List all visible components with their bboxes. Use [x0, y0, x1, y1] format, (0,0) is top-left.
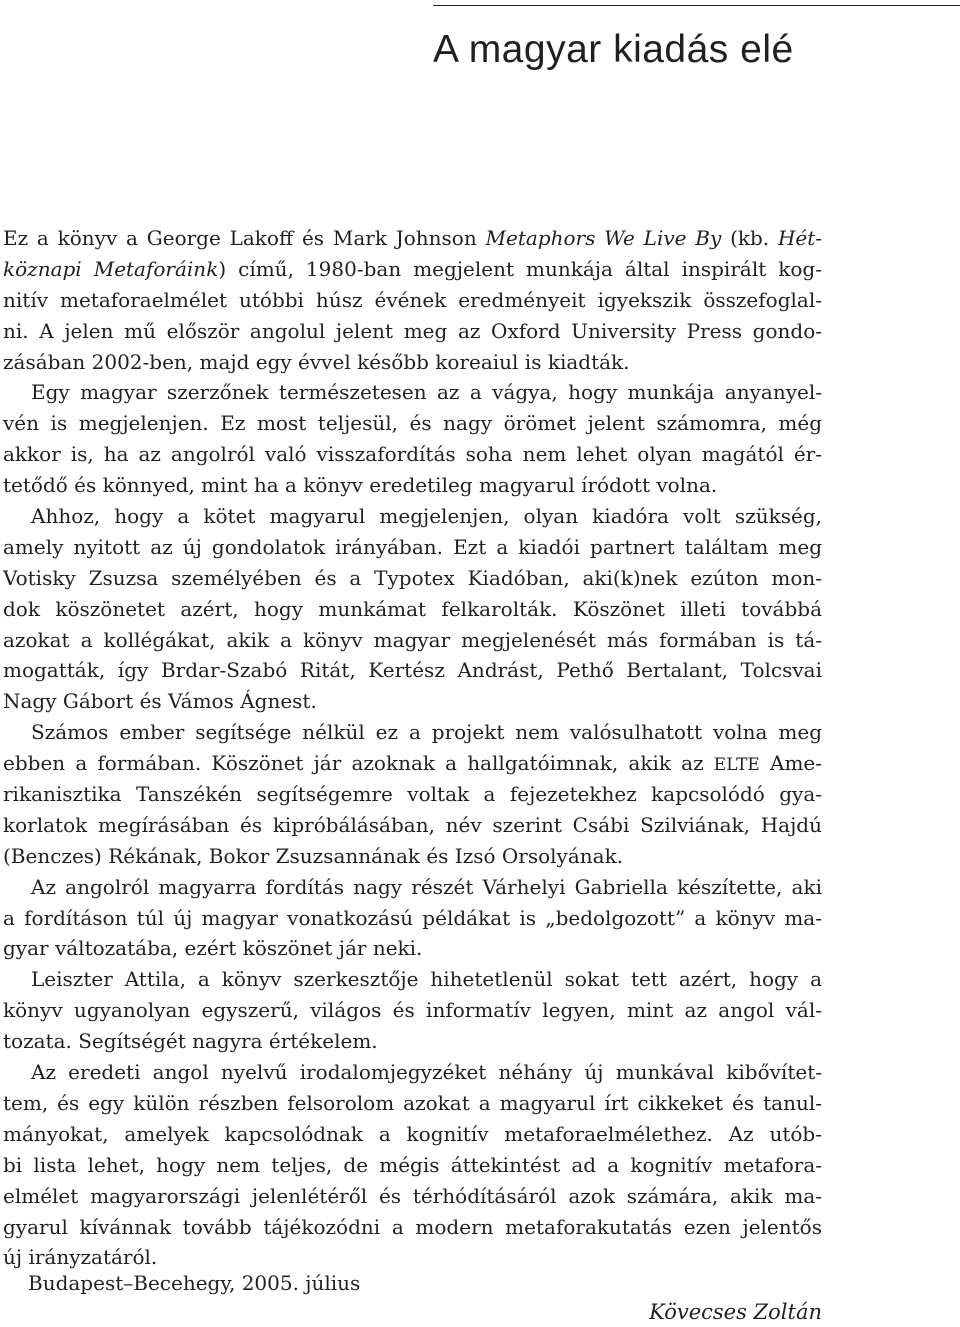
italic-title-text: köznapi Metaforáink: [3, 256, 219, 281]
paragraph: [3, 501, 822, 717]
text-line: [3, 779, 822, 810]
text-line: [3, 501, 822, 532]
text-line: [3, 1212, 822, 1243]
paragraph: [3, 717, 822, 871]
author-signature: Kövecses Zoltán: [649, 1300, 822, 1324]
text-segment: Ame-: [759, 751, 823, 776]
text-line: [3, 1150, 822, 1181]
header-rule: [433, 5, 960, 6]
text-segment: tem, és egy külön részben felsorolom azokat a magyarul írt cikkeket és tanul-: [3, 1090, 822, 1115]
text-segment: Számos ember segítsége nélkül ez a projekt nem valósulhatott volna meg: [31, 720, 822, 745]
text-segment: rikanisztika Tanszékén segítségemre voltak a fejezetekhez kapcsolódó gya-: [3, 782, 822, 807]
text-segment: korlatok megírásában és kipróbálásában, név szerint Csábi Szilviának, Hajdú: [3, 812, 822, 837]
text-segment: gyar változatába, ezért köszönet jár neki.: [3, 936, 423, 961]
text-line: [3, 872, 822, 903]
text-line: [3, 686, 822, 717]
text-segment: gyarul kívánnak tovább tájékozódni a modern metaforakutatás ezen jelentős: [3, 1214, 822, 1239]
text-line: [3, 625, 822, 656]
text-segment: (Benczes) Rékának, Bokor Zsuzsannának és Izsó Orsolyának.: [3, 843, 624, 868]
body-text: [3, 223, 822, 1273]
text-line: [3, 532, 822, 563]
text-segment: ) című, 1980-ban megjelent munkája által inspirált kog-: [218, 256, 822, 281]
text-line: [3, 933, 822, 964]
text-line: [3, 563, 822, 594]
text-line: [3, 655, 822, 686]
text-segment: vén is megjelenjen. Ez most teljesül, és nagy örömet jelent számomra, még: [3, 411, 822, 436]
page-title: A magyar kiadás elé: [433, 28, 794, 71]
italic-title-text: Metaphors We Live By: [485, 226, 722, 250]
text-segment: könyv ugyanolyan egyszerű, világos és informatív legyen, mint az angol vál-: [3, 998, 822, 1023]
text-segment: bi lista lehet, hogy nem teljes, de mégis áttekintést ad a kognitív metafora-: [3, 1152, 822, 1177]
text-segment: (kb.: [721, 226, 778, 250]
paragraph: [3, 964, 822, 1057]
text-line: [3, 1119, 822, 1150]
text-segment: ni. A jelen mű először angolul jelent meg az Oxford University Press gondo-: [3, 318, 822, 343]
text-line: [3, 903, 822, 934]
paragraph: [3, 377, 822, 501]
text-line: [3, 594, 822, 625]
paragraph: [3, 872, 822, 965]
text-segment: Votisky Zsuzsa személyében és a Typotex Kiadóban, aki(k)nek ezúton mon-: [3, 565, 822, 590]
text-line: [3, 964, 822, 995]
text-segment: amely nyitott az új gondolatok irányában. Ezt a kiadói partnert találtam meg: [3, 534, 822, 559]
text-line: [3, 316, 822, 347]
text-segment: Ahhoz, hogy a kötet magyarul megjelenjen, olyan kiadóra volt szükség,: [31, 504, 822, 529]
text-line: [3, 1026, 822, 1057]
text-segment: Az angolról magyarra fordítás nagy részét Várhelyi Gabriella készítette, aki: [31, 874, 822, 899]
text-line: [3, 285, 822, 316]
text-line: [3, 470, 822, 501]
text-segment: Leiszter Attila, a könyv szerkesztője hihetetlenül sokat tett azért, hogy a: [31, 967, 822, 992]
text-line: [3, 1181, 822, 1212]
text-segment: Nagy Gábort és Vámos Ágnest.: [3, 689, 317, 714]
text-segment: akkor is, ha az angolról való visszafordítás soha nem lehet olyan magától ér-: [3, 442, 822, 467]
text-line: [3, 717, 822, 748]
text-segment: elmélet magyarországi jelenlétéről és térhódításáról azok számára, akik ma-: [3, 1183, 822, 1208]
text-segment: Az eredeti angol nyelvű irodalomjegyzéket néhány új munkával kibővítet-: [31, 1060, 822, 1085]
text-line: [3, 1057, 822, 1088]
text-line: [3, 748, 822, 779]
text-segment: tetődő és könnyed, mint ha a könyv eredetileg magyarul íródott volna.: [3, 473, 718, 498]
text-segment: dok köszönetet azért, hogy munkámat felkarolták. Köszönet illeti továbbá: [3, 596, 822, 621]
paragraph: [3, 223, 822, 377]
acronym-text: ELTE: [713, 755, 760, 776]
text-segment: ebben a formában. Köszönet jár azoknak a hallgatóimnak, akik az: [3, 751, 714, 776]
text-line: [3, 223, 822, 254]
date-line: Budapest–Becehegy, 2005. július: [28, 1271, 361, 1295]
text-line: [3, 377, 822, 408]
text-segment: azokat a kollégákat, akik a könyv magyar megjelenését más formában is tá-: [3, 627, 822, 652]
italic-title-text: Hét-: [777, 226, 823, 250]
text-line: [3, 347, 822, 378]
text-line: [3, 841, 822, 872]
text-line: [3, 1088, 822, 1119]
text-segment: Ez a könyv a George Lakoff és Mark Johnson: [3, 226, 486, 250]
text-segment: a fordításon túl új magyar vonatkozású példákat is „bedolgozott” a könyv ma-: [3, 905, 822, 930]
text-segment: nitív metaforaelmélet utóbbi húsz évének eredményeit igyekszik összefoglal-: [3, 287, 822, 312]
text-line: [3, 995, 822, 1026]
text-line: [3, 254, 822, 285]
text-segment: mogatták, így Brdar-Szabó Ritát, Kertész Andrást, Pethő Bertalant, Tolcsvai: [3, 658, 822, 683]
text-segment: mányokat, amelyek kapcsolódnak a kognitív metaforaelmélethez. Az utób-: [3, 1121, 822, 1146]
text-segment: zásában 2002-ben, majd egy évvel később koreaiul is kiadták.: [3, 349, 630, 374]
text-line: [3, 810, 822, 841]
text-line: [3, 408, 822, 439]
text-line: [3, 439, 822, 470]
paragraph: [3, 1057, 822, 1273]
text-segment: Egy magyar szerzőnek természetesen az a vágya, hogy munkája anyanyel-: [31, 380, 822, 405]
text-segment: tozata. Segítségét nagyra értékelem.: [3, 1029, 378, 1054]
text-segment: új irányzatáról.: [3, 1245, 158, 1270]
